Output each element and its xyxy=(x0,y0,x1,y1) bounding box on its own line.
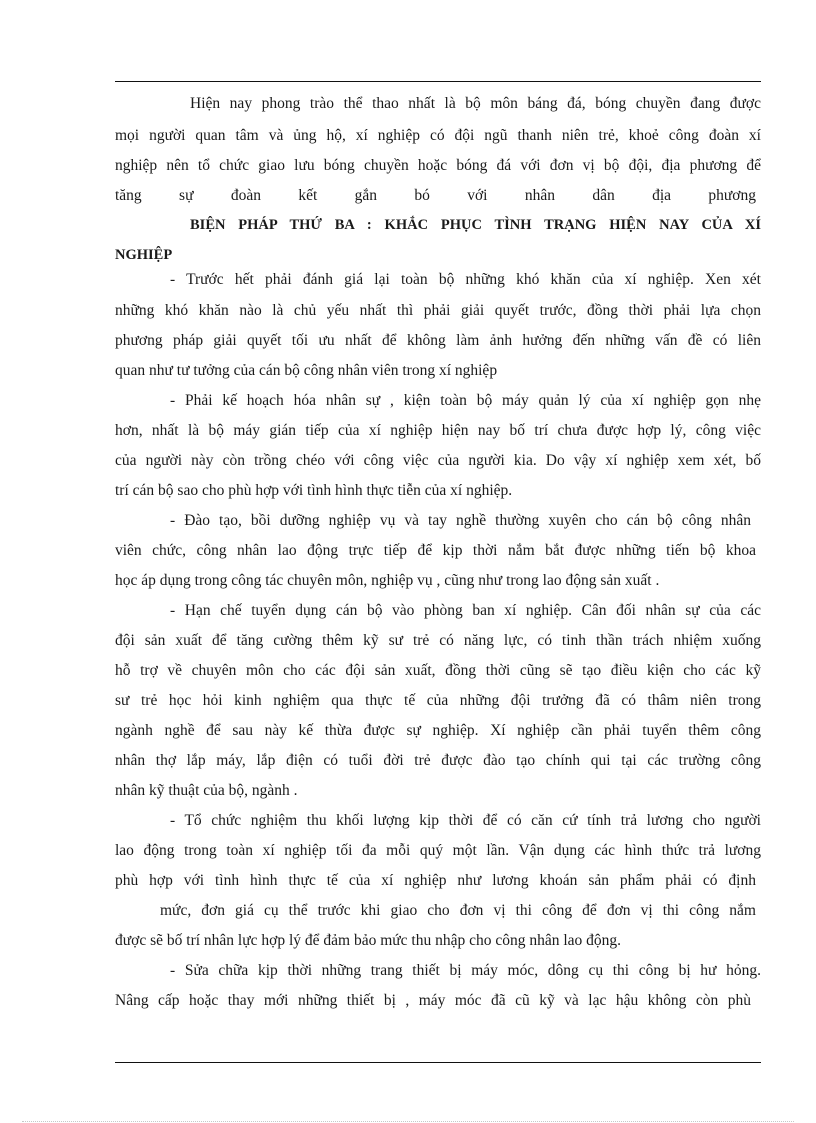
body-text-line: những khó khăn nào là chủ yếu nhất thì phải giải quyết trước, đồng thời phải lựa chọn xyxy=(115,302,761,319)
body-text-line: tăng sự đoàn kết gắn bó với nhân dân địa phương xyxy=(115,187,756,204)
body-text-line: mức, đơn giá cụ thể trước khi giao cho đơn vị thi công để đơn vị thi công nắm xyxy=(160,902,756,919)
body-text-line: Hiện nay phong trào thể thao nhất là bộ môn báng đá, bóng chuyền đang được xyxy=(190,95,761,112)
body-text-line: mọi người quan tâm và ủng hộ, xí nghiệp có đội ngũ thanh niên trẻ, khoẻ công đoàn xí xyxy=(115,127,761,144)
body-text-line: - Phải kế hoạch hóa nhân sự , kiện toàn bộ máy quản lý của xí nghiệp gọn nhẹ xyxy=(170,392,761,409)
section-heading: BIỆN PHÁP THỨ BA : KHẮC PHỤC TÌNH TRẠNG HIỆN NAY CỦA XÍ xyxy=(190,217,761,233)
body-text-line: - Trước hết phải đánh giá lại toàn bộ những khó khăn của xí nghiệp. Xen xét xyxy=(170,271,761,288)
body-text-line: nhân thợ lắp máy, lắp điện có tuổi đời trẻ được đào tạo chính qui tại các trường công xyxy=(115,752,761,769)
body-text-line: - Hạn chế tuyển dụng cán bộ vào phòng ban xí nghiệp. Cân đối nhân sự của các xyxy=(170,602,761,619)
section-heading-continued: NGHIỆP xyxy=(115,247,173,263)
body-text-line: - Đào tạo, bồi dưỡng nghiệp vụ và tay nghề thường xuyên cho cán bộ công nhân xyxy=(170,512,751,529)
body-text-line: hơn, nhất là bộ máy gián tiếp của xí nghiệp hiện nay bố trí chưa được hợp lý, công việc xyxy=(115,422,761,439)
footer-rule xyxy=(115,1062,761,1063)
body-text-line: nghiệp nên tổ chức giao lưu bóng chuyền hoặc bóng đá với đơn vị bộ đội, địa phương để xyxy=(115,157,761,174)
body-text-line: của người này còn trồng chéo với công việc của người kia. Do vậy xí nghiệp xem xét, bố xyxy=(115,452,761,469)
body-text-line: lao động trong toàn xí nghiệp tối đa mỗi quý một lần. Vận dụng các hình thức trả lương xyxy=(115,842,761,859)
body-text-line: quan như tư tưởng của cán bộ công nhân viên trong xí nghiệp xyxy=(115,362,498,379)
body-text-line: học áp dụng trong công tác chuyên môn, nghiệp vụ , cũng như trong lao động sản xuất . xyxy=(115,572,660,589)
body-text-line: phù hợp với tình hình thực tế của xí nghiệp như lương khoán sản phẩm phải có định xyxy=(115,872,756,889)
body-text-line: - Sửa chữa kịp thời những trang thiết bị máy móc, dông cụ thi công bị hư hỏng. xyxy=(170,962,761,979)
page-bottom-dotted-border xyxy=(22,1121,794,1122)
body-text-line: - Tổ chức nghiệm thu khối lượng kịp thời để có căn cứ tính trả lương cho người xyxy=(170,812,761,829)
body-text-line: ngành nghề để sau này kế thừa được sự nghiệp. Xí nghiệp cần phải tuyển thêm công xyxy=(115,722,761,739)
body-text-line: được sẽ bố trí nhân lực hợp lý để đảm bảo mức thu nhập cho công nhân lao động. xyxy=(115,932,622,949)
body-text-line: đội sản xuất để tăng cường thêm kỹ sư trẻ có năng lực, có tinh thần trách nhiệm xuống xyxy=(115,632,761,649)
body-text-line: nhân kỹ thuật của bộ, ngành . xyxy=(115,782,298,799)
body-text-line: trí cán bộ sao cho phù hợp với tình hình thực tiễn của xí nghiệp. xyxy=(115,482,513,499)
body-text-line: Nâng cấp hoặc thay mới những thiết bị , máy móc đã cũ kỹ và lạc hậu không còn phù xyxy=(115,992,751,1009)
header-rule xyxy=(115,81,761,82)
body-text-line: sư trẻ học hỏi kinh nghiệm qua thực tế của những đội trưởng đã có thâm niên trong xyxy=(115,692,761,709)
body-text-line: viên chức, công nhân lao động trực tiếp để kịp thời nắm bắt được những tiến bộ khoa xyxy=(115,542,756,559)
body-text-line: phương pháp giải quyết tối ưu nhất để không làm ảnh hưởng đến những vấn đề có liên xyxy=(115,332,761,349)
body-text-line: hỗ trợ về chuyên môn cho các đội sản xuất, đồng thời cũng sẽ tạo điều kiện cho các kỹ xyxy=(115,662,761,679)
